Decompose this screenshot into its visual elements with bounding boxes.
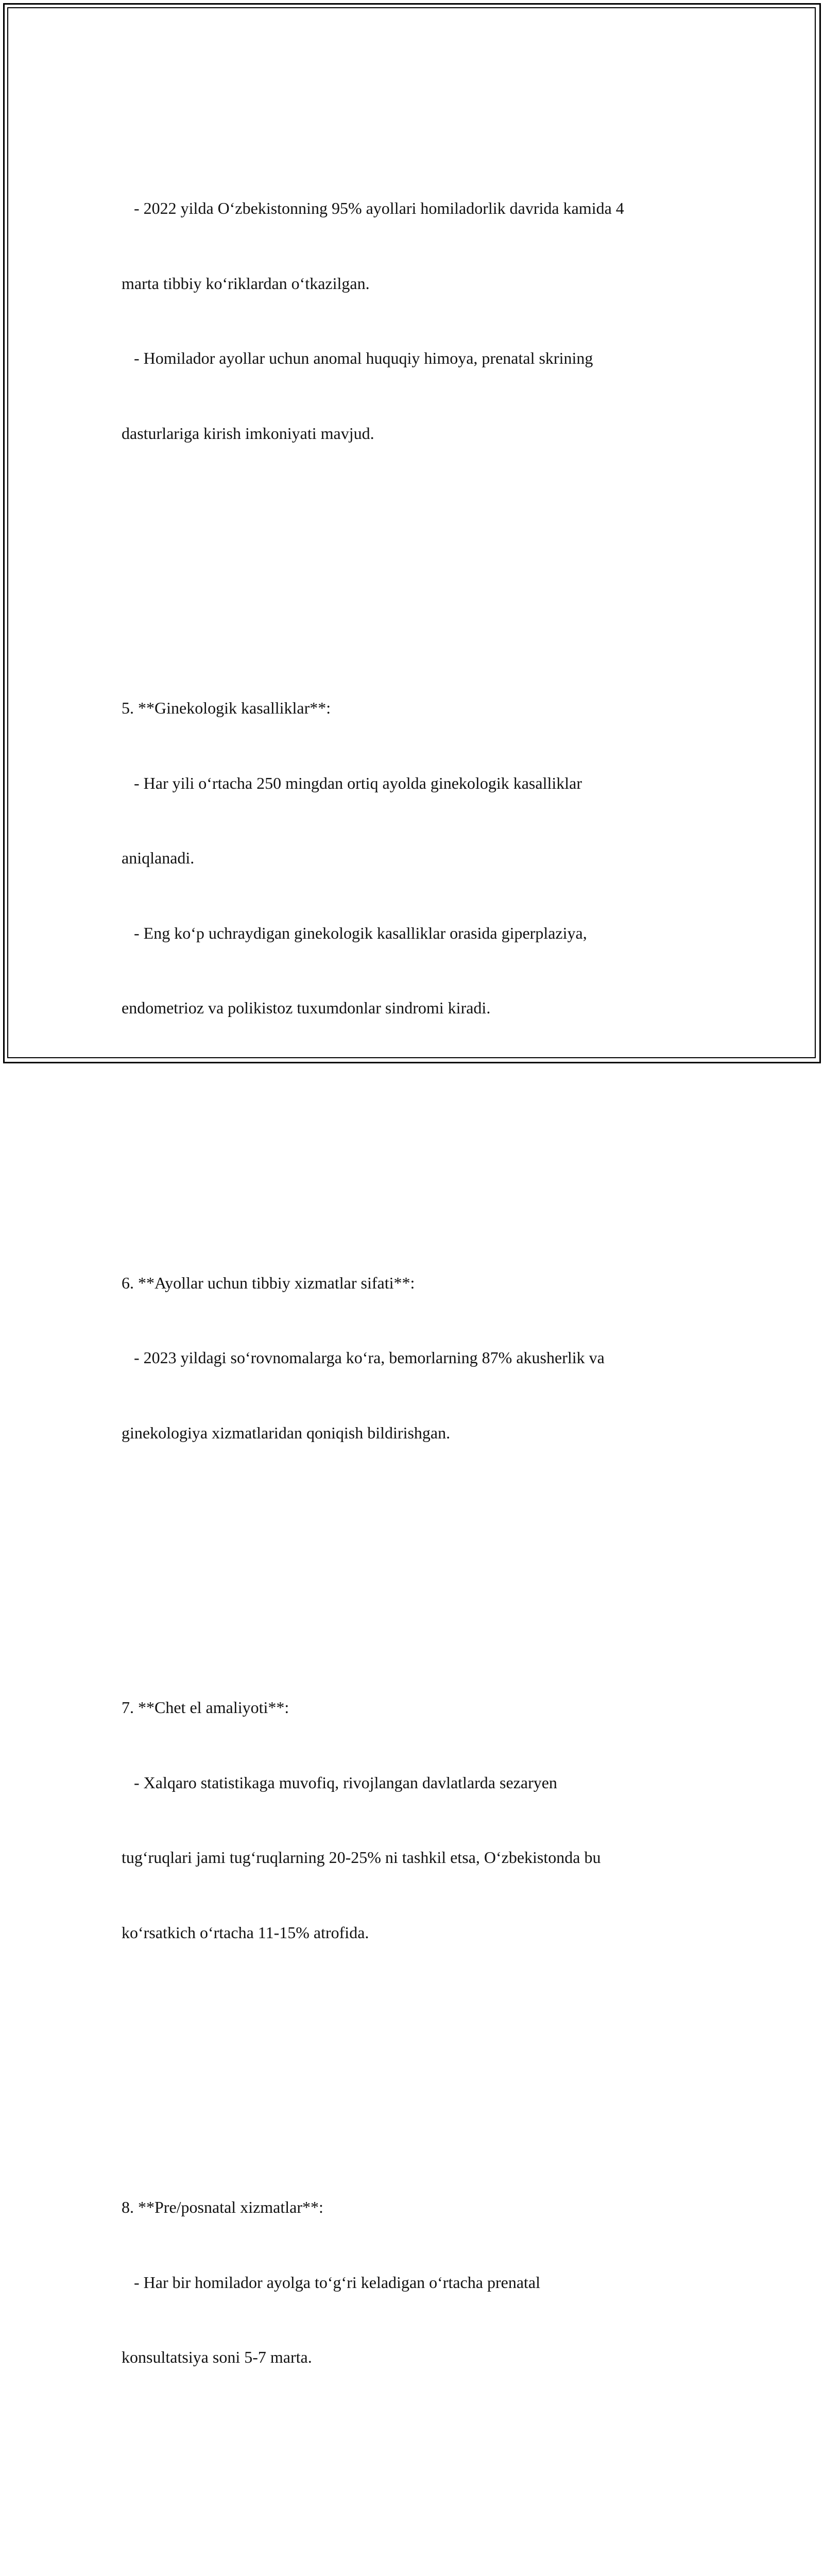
text-line: ko‘rsatkich o‘rtacha 11-15% atrofida. [122, 1920, 714, 1945]
text-line: - Eng ko‘p uchraydigan ginekologik kasalliklar orasida giperplaziya, [122, 921, 714, 946]
paragraph-gap [122, 1121, 714, 1146]
section-heading: 7. **Chet el amaliyoti**: [122, 1695, 714, 1720]
section-5-gynecological-diseases [122, 646, 714, 1071]
text-line: - Homilador ayollar uchun anomal huquqiy himoya, prenatal skrining [122, 346, 714, 371]
section-heading: 8. **Pre/posnatal xizmatlar**: [122, 2195, 714, 2220]
text-line: - 2023 yildagi so‘rovnomalarga ko‘ra, bemorlarning 87% akusherlik va [122, 1345, 714, 1370]
paragraph-gap [122, 546, 714, 571]
text-line: ginekologiya xizmatlaridan qoniqish bildirishgan. [122, 1420, 714, 1446]
text-line: konsultatsiya soni 5-7 marta. [122, 2345, 714, 2370]
text-line: tug‘ruqlari jami tug‘ruqlarning 20-25% ni tashkil etsa, O‘zbekistonda bu [122, 1845, 714, 1870]
paragraph-gap [122, 1545, 714, 1570]
text-line: - Har bir homilador ayolga to‘g‘ri keladigan o‘rtacha prenatal [122, 2270, 714, 2295]
text-line: dasturlariga kirish imkoniyati mavjud. [122, 421, 714, 446]
paragraph-gap [122, 2045, 714, 2070]
section-6-service-quality [122, 1221, 714, 1496]
document-body [122, 96, 714, 2576]
text-line: endometrioz va polikistoz tuxumdonlar sindromi kiradi. [122, 995, 714, 1021]
paragraph-prenatal-care [122, 146, 714, 496]
text-line: - Har yili o‘rtacha 250 mingdan ortiq ayolda ginekologik kasalliklar [122, 771, 714, 796]
paragraph-gap [122, 2470, 714, 2495]
text-line: - Xalqaro statistikaga muvofiq, rivojlangan davlatlarda sezaryen [122, 1770, 714, 1795]
text-line: marta tibbiy ko‘riklardan o‘tkazilgan. [122, 271, 714, 296]
section-heading: 5. **Ginekologik kasalliklar**: [122, 696, 714, 721]
text-line: - 2022 yilda O‘zbekistonning 95% ayollari homiladorlik davrida kamida 4 [122, 196, 714, 221]
section-8-prenatal-services [122, 2145, 714, 2420]
section-7-foreign-practice [122, 1645, 714, 1995]
text-line: aniqlanadi. [122, 845, 714, 871]
section-heading: 6. **Ayollar uchun tibbiy xizmatlar sifati**: [122, 1270, 714, 1296]
conclusion-paragraph [122, 2570, 714, 2576]
